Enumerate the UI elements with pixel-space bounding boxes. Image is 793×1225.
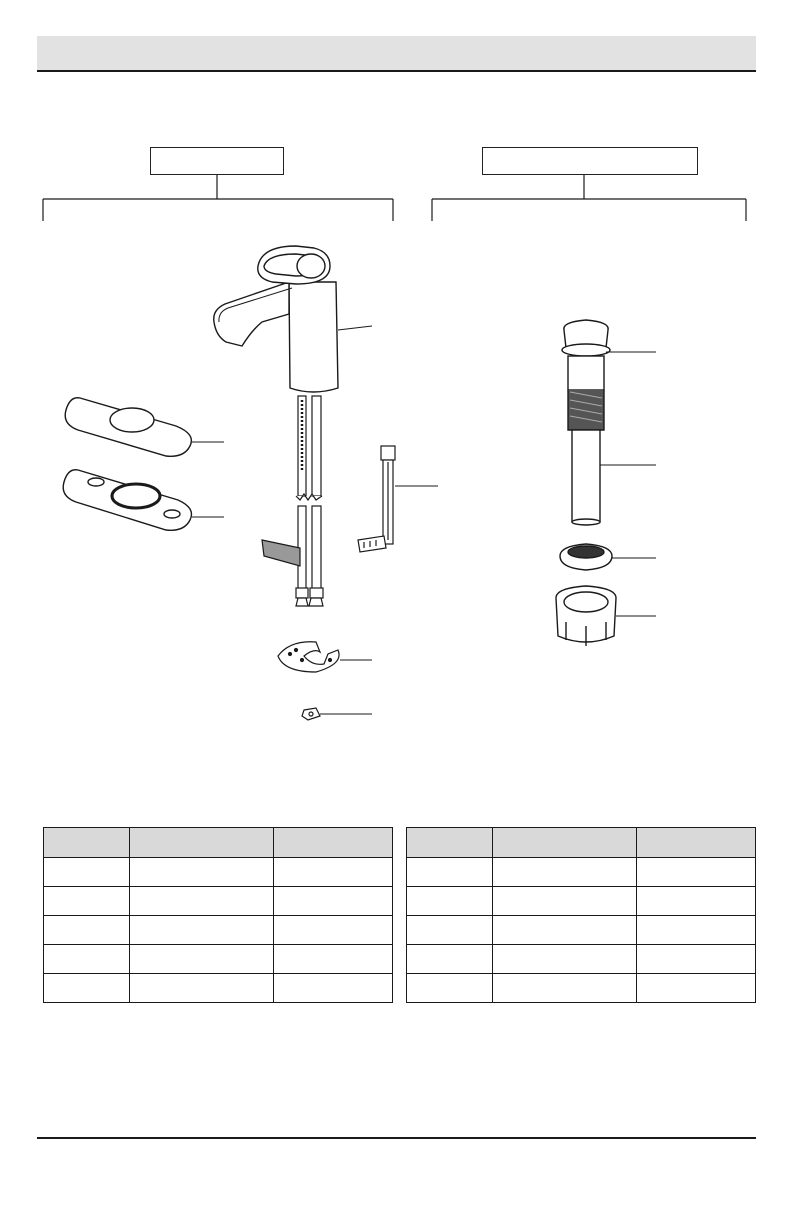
table-cell: [44, 945, 130, 974]
table-cell: [407, 916, 493, 945]
table-cell: [493, 887, 637, 916]
table-cell: [493, 916, 637, 945]
table-cell: [44, 974, 130, 1003]
table-cell: [44, 916, 130, 945]
table-header-cell: [44, 828, 130, 858]
table-cell: [637, 945, 756, 974]
deck-plate: [65, 398, 191, 457]
table-cell: [493, 858, 637, 887]
table-cell: [130, 945, 274, 974]
table-header-cell: [407, 828, 493, 858]
table-cell: [407, 974, 493, 1003]
table-header-cell: [130, 828, 274, 858]
table-header-row: [407, 828, 756, 858]
table-row: [407, 916, 756, 945]
table-header-cell: [637, 828, 756, 858]
table-cell: [274, 916, 393, 945]
gasket-plate: [63, 470, 191, 531]
table-cell: [130, 916, 274, 945]
table-cell: [130, 887, 274, 916]
faucet-group-bracket: [43, 175, 393, 221]
table-cell: [637, 887, 756, 916]
drain-stopper: [562, 320, 610, 430]
horseshoe-washer: [278, 642, 339, 672]
table-cell: [274, 974, 393, 1003]
supply-hoses: [262, 396, 323, 606]
table-row: [44, 887, 393, 916]
table-row: [44, 858, 393, 887]
table-row: [44, 974, 393, 1003]
drain-parts-table: [406, 827, 756, 1003]
table-row: [44, 916, 393, 945]
table-cell: [637, 916, 756, 945]
table-cell: [274, 887, 393, 916]
table-header-cell: [274, 828, 393, 858]
table-cell: [274, 945, 393, 974]
drain-tailpiece: [572, 430, 600, 525]
table-header-row: [44, 828, 393, 858]
table-cell: [637, 858, 756, 887]
table-row: [407, 945, 756, 974]
mounting-nut: [302, 708, 320, 720]
table-cell: [637, 974, 756, 1003]
faucet-body: [214, 246, 338, 392]
table-row: [407, 974, 756, 1003]
faucet-body-leader: [338, 326, 372, 330]
table-cell: [44, 858, 130, 887]
faucet-parts-table: [43, 827, 393, 1003]
footer-rule: [37, 1137, 756, 1139]
drain-group-bracket: [432, 175, 746, 221]
table-row: [44, 945, 393, 974]
drain-gasket: [560, 544, 612, 570]
table-cell: [130, 858, 274, 887]
table-cell: [44, 887, 130, 916]
table-cell: [407, 887, 493, 916]
drain-nut: [556, 586, 616, 646]
table-row: [407, 887, 756, 916]
table-cell: [130, 974, 274, 1003]
table-cell: [493, 945, 637, 974]
table-cell: [407, 945, 493, 974]
table-cell: [493, 974, 637, 1003]
table-cell: [274, 858, 393, 887]
mounting-tool: [358, 446, 395, 552]
table-row: [407, 858, 756, 887]
table-cell: [407, 858, 493, 887]
table-header-cell: [493, 828, 637, 858]
